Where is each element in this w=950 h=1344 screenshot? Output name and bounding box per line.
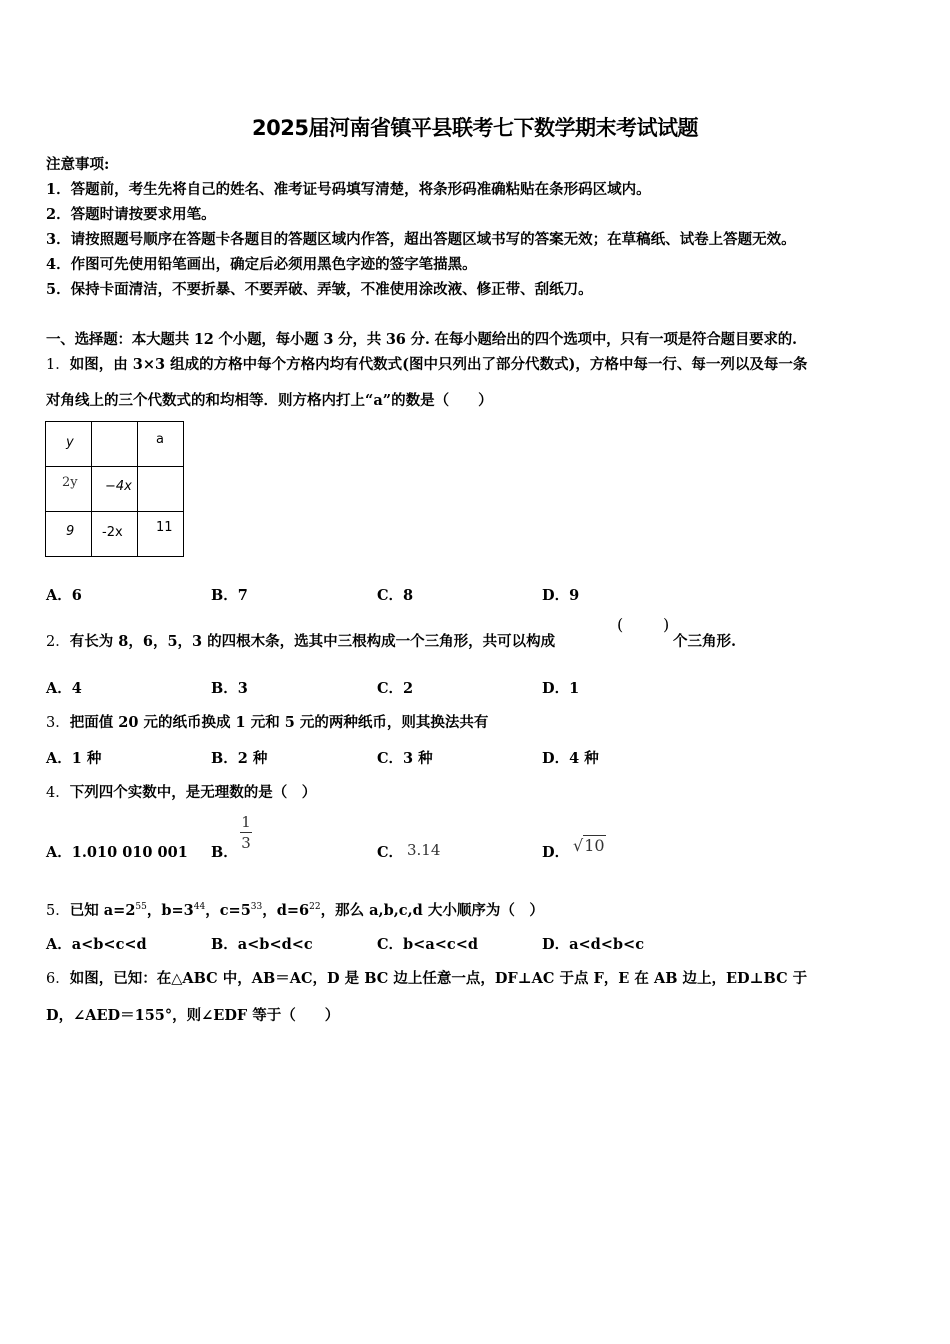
question-3-text: 把面值 20 元的纸币换成 1 元和 5 元的两种纸币，则其换法共有: [69, 714, 489, 731]
fraction-numerator: 1: [241, 813, 251, 831]
grid-cell-text: y: [66, 435, 74, 450]
grid-cell-text: a: [156, 432, 164, 447]
option-d-label: D．: [542, 844, 570, 861]
option-b-label: B．: [211, 844, 238, 861]
notice-item: 2．答题时请按要求用笔。: [46, 206, 216, 223]
option-b: B．3: [211, 680, 248, 697]
option-a: A．a<b<c<d: [46, 936, 147, 953]
question-5-text: ，那么 a,b,c,d 大小顺序为（ ）: [320, 902, 544, 919]
question-1-line1: [46, 353, 807, 374]
exponent: 22: [309, 902, 321, 913]
fraction-one-third: [240, 814, 252, 851]
question-number: 3．: [46, 715, 70, 731]
option-b: B．7: [211, 587, 248, 604]
sqrt-ten: [573, 836, 606, 855]
grid-cell: [92, 512, 138, 557]
sqrt-radicand: 10: [584, 836, 605, 855]
question-4: [46, 781, 316, 802]
question-number: 1．: [46, 357, 70, 373]
page-title: 2025届河南省镇平县联考七下数学期末考试试题: [252, 116, 698, 140]
question-number: 2．: [46, 634, 70, 650]
notice-item: 4．作图可先使用铅笔画出，确定后必须用黑色字迹的签字笔描黑。: [46, 256, 477, 273]
option-d: D．9: [542, 587, 580, 604]
grid-cell: [138, 422, 184, 467]
grid-cell-text: 2y: [62, 475, 78, 490]
option-b: B．2 种: [211, 750, 268, 767]
question-number: 6．: [46, 971, 70, 987]
option-c-label: C．: [377, 844, 404, 861]
grid-cell: [46, 512, 92, 557]
option-a: A．1.010 010 001: [46, 844, 188, 861]
grid-cell-text: 9: [66, 524, 75, 539]
option-a: A．6: [46, 587, 82, 604]
question-6-line1: [46, 967, 807, 988]
grid-cell-text: −4x: [105, 479, 132, 494]
question-6-line2: D，∠AED＝155°，则∠EDF 等于（ ）: [46, 1007, 340, 1024]
question-5-text: ，d=6: [262, 902, 310, 919]
option-c: C．b<a<c<d: [377, 936, 478, 953]
question-4-text: 下列四个实数中，是无理数的是（ ）: [69, 784, 317, 801]
grid-cell: [46, 422, 92, 467]
grid-cell: [46, 467, 92, 512]
option-d: D．1: [542, 680, 580, 697]
answer-paren-left: (: [617, 615, 624, 634]
notice-item: 3．请按照题号顺序在答题卡各题目的答题区域内作答，超出答题区域书写的答案无效；在草稿纸、试卷上答题无效。: [46, 231, 796, 248]
option-c: C．3 种: [377, 750, 433, 767]
question-3: [46, 711, 488, 732]
question-2-text: 有长为 8，6，5，3 的四根木条，选其中三根构成一个三角形，共可以构成: [69, 633, 556, 650]
grid-cell: [138, 512, 184, 557]
exponent: 44: [193, 902, 206, 913]
fraction-bar: [240, 832, 252, 833]
grid-cell: [138, 467, 184, 512]
notice-heading: 注意事项:: [46, 156, 110, 173]
option-a: A．4: [46, 680, 82, 697]
fraction-denominator: 3: [241, 834, 251, 852]
question-1-text: 如图，由 3×3 组成的方格中每个方格内均有代数式(图中只列出了部分代数式)，方格中每一行、每一列以及每一条: [69, 356, 808, 373]
answer-paren-right: ): [663, 615, 670, 634]
notice-item: 5．保持卡面清洁，不要折暴、不要弄破、弄皱，不准使用涂改液、修正带、刮纸刀。: [46, 281, 593, 298]
question-5-text: 已知 a=2: [69, 902, 136, 919]
grid-cell: [92, 467, 138, 512]
option-b: B．a<b<d<c: [211, 936, 313, 953]
option-a: A．1 种: [46, 750, 102, 767]
section-heading: 一、选择题：本大题共 12 个小题，每小题 3 分，共 36 分. 在每小题给出的四个选项中，只有一项是符合题目要求的.: [46, 331, 797, 348]
question-5: [46, 899, 544, 920]
grid-cell-text: -2x: [102, 525, 123, 540]
grid-cell: [92, 422, 138, 467]
question-2: [46, 630, 555, 651]
question-5-text: ，c=5: [205, 902, 251, 919]
exponent: 33: [250, 902, 263, 913]
option-c: C．2: [377, 680, 414, 697]
sqrt-icon: √: [573, 836, 584, 855]
question-number: 4．: [46, 785, 70, 801]
notice-item: 1．答题前，考生先将自己的姓名、准考证号码填写清楚，将条形码准确粘贴在条形码区域内。: [46, 181, 651, 198]
exponent: 55: [135, 902, 147, 913]
grid-cell-text: 11: [156, 520, 173, 535]
question-1-line2: 对角线上的三个代数式的和均相等．则方格内打上“a”的数是（ ）: [46, 392, 493, 409]
option-c: C．8: [377, 587, 414, 604]
option-c-value: 3.14: [407, 841, 441, 859]
magic-square-grid: [45, 421, 184, 557]
question-5-text: ，b=3: [146, 902, 194, 919]
question-6-text: 如图，已知：在△ABC 中，AB＝AC，D 是 BC 边上任意一点，DF⊥AC 于点 F，E 在 AB 边上，ED⊥BC 于: [69, 970, 808, 987]
option-d: D．a<d<b<c: [542, 936, 645, 953]
option-d: D．4 种: [542, 750, 599, 767]
question-2-tail: 个三角形.: [673, 633, 737, 650]
question-number: 5．: [46, 903, 70, 919]
